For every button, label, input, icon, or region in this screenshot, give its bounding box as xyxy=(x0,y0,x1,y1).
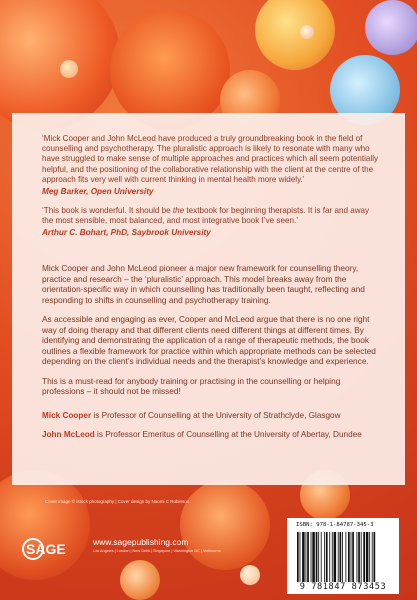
sage-logo xyxy=(22,534,92,564)
barcode-bar xyxy=(321,532,322,582)
barcode-bar xyxy=(329,532,330,582)
endorsement-quote-1: ‘Mick Cooper and John McLeod have produced a truly groundbreaking book in the field of counselling and psychotherapy. The pluralistic approach is likely to resonate with many who have struggled to make sense of multiple approaches and practices which all seem potentially helpful, and the positioning of the collaborative relationship with the client at the centre of the approach fits very well with current thinking in mental health more widely.’ xyxy=(42,134,379,184)
barcode-bar xyxy=(326,532,328,582)
barcode-bar xyxy=(324,532,325,582)
bubble-decoration xyxy=(60,60,78,78)
bubble-decoration xyxy=(255,0,335,70)
endorsement-attribution-1: Meg Barker, Open University xyxy=(42,187,154,197)
barcode-bar xyxy=(348,532,350,582)
barcode-bar xyxy=(357,532,358,582)
barcode-bar xyxy=(306,532,307,582)
barcode-bar xyxy=(369,532,370,582)
barcode-bar xyxy=(361,532,362,582)
barcode-bar xyxy=(316,532,318,582)
publisher-url[interactable]: www.sagepublishing.com xyxy=(93,537,189,547)
author-bio-text-1: is Professor of Counselling at the University of Strathclyde, Glasgow xyxy=(91,410,341,420)
barcode-bar xyxy=(372,532,373,582)
endorsement-attribution-2: Arthur C. Bohart, PhD, Saybrook University xyxy=(42,228,211,238)
author-bio-1 xyxy=(42,411,382,421)
sage-logo-text: SAGE xyxy=(26,541,66,557)
barcode-bar xyxy=(342,532,343,582)
isbn-label: ISBN: 978-1-84787-345-3 xyxy=(296,522,374,528)
cover-credit: Cover image © istock photography | Cover design by Naomi C Robinson xyxy=(45,499,190,504)
barcode-bar xyxy=(345,532,346,582)
barcode-bar xyxy=(302,532,305,582)
barcode-bar xyxy=(358,532,360,582)
description-paragraph-1: Mick Cooper and John McLeod pioneer a major new framework for counselling theory, practice and research – the ‘pluralistic’ approach. This model breaks away from the orientation-specific way in which counselling has traditionally been taught, reflecting and responding to shifts in counselling and psychotherapy training. xyxy=(42,263,365,305)
barcode-bar xyxy=(334,532,337,582)
quote-2-emphasis: the xyxy=(172,206,185,216)
bubble-decoration xyxy=(240,565,260,585)
barcode-bar xyxy=(297,532,299,582)
barcode-bar xyxy=(340,532,342,582)
description-paragraph-3: This is a must-read for anybody training or practising in the counselling or helping professions – it should not be missed! xyxy=(42,375,341,397)
bubble-decoration xyxy=(300,25,314,39)
endorsement-quote-2 xyxy=(42,206,382,226)
bubble-decoration xyxy=(180,480,270,570)
barcode-bar xyxy=(351,532,352,582)
barcode-bar xyxy=(311,532,312,582)
back-cover-content xyxy=(42,134,382,440)
bubble-decoration xyxy=(110,10,230,130)
barcode-bar xyxy=(318,532,319,582)
author-name-2: John McLeod xyxy=(42,429,95,439)
barcode-bar xyxy=(352,532,354,582)
author-bio-text-2: is Professor Emeritus of Counselling at the University of Abertay, Dundee xyxy=(94,429,362,439)
barcode-bar xyxy=(366,532,369,582)
barcode-bar xyxy=(332,532,333,582)
quote-2-part-1: ‘This book is wonderful. It should be xyxy=(42,206,173,216)
barcode-bar xyxy=(300,532,301,582)
barcode-bar xyxy=(374,532,376,582)
bubble-decoration xyxy=(365,0,417,55)
quote-2-part-2: textbook for beginning therapists. It is far and away the most sensible, most balanced, and most integrative book I’ve seen.’ xyxy=(42,206,370,226)
author-name-1: Mick Cooper xyxy=(42,410,92,420)
publisher-cities: Los Angeles | London | New Delhi | Singapore | Washington DC | Melbourne xyxy=(93,549,221,553)
author-bio-2 xyxy=(42,430,382,440)
description-paragraph-2: As accessible and engaging as ever, Cooper and McLeod argue that there is no one right way of doing therapy and that different clients need different things at different times. By identifying and demonstrating the application of a range of therapeutic methods, the book outlines a flexible framework for practice within which appropriate methods can be selected depending on the client’s individual needs and the therapist’s knowledge and experience. xyxy=(42,314,376,367)
barcode-bar xyxy=(363,532,365,582)
barcode-bar xyxy=(312,532,315,582)
barcode-bar xyxy=(307,532,309,582)
barcode-number: 9 781847 873453 xyxy=(299,582,387,592)
barcode-bar xyxy=(338,532,339,582)
bubble-decoration xyxy=(120,560,160,600)
